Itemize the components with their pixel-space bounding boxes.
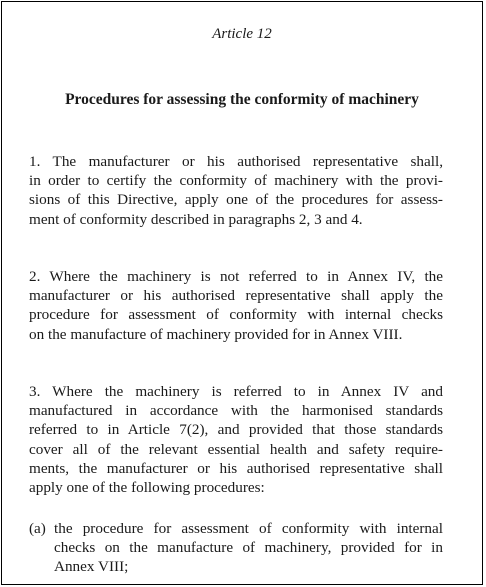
paragraph-line: manufactured in accordance with the harmonised standards — [29, 402, 443, 420]
paragraph-line: in order to certify the conformity of machinery with the provi- — [29, 172, 443, 190]
paragraph-3 — [29, 382, 443, 497]
paragraph-line: 3. Where the machinery is referred to in Annex IV and — [29, 383, 443, 400]
paragraph-line: procedure for assessment of conformity with internal checks — [29, 306, 443, 324]
paragraph-line: referred to in Article 7(2), and provided that those standards — [29, 421, 443, 439]
paragraph-line: cover all of the relevant essential health and safety require- — [29, 440, 443, 458]
article-number: Article 12 — [212, 26, 272, 42]
document-page — [1, 1, 483, 585]
paragraph-line: ment of conformity described in paragraphs 2, 3 and 4. — [29, 210, 363, 228]
paragraph-line: on the manufacture of machinery provided for in Annex VIII. — [29, 325, 403, 343]
paragraph-2 — [29, 267, 443, 344]
list-item-line: checks on the manufacture of machinery, provided for in — [54, 539, 443, 557]
paragraph-line: 1. The manufacturer or his authorised representative shall, — [29, 153, 443, 170]
list-item-body — [54, 519, 443, 577]
paragraph-1 — [29, 152, 443, 229]
paragraph-line: manufacturer or his authorised representative shall apply the — [29, 287, 443, 305]
article-title: Procedures for assessing the conformity of machinery — [65, 91, 419, 108]
paragraph-line: sions of this Directive, apply one of the procedures for assess- — [29, 191, 443, 209]
paragraph-line: ments, the manufacturer or his authorised representative shall — [29, 459, 443, 477]
list-item-line: Annex VIII; — [54, 558, 129, 576]
list-item-line: the procedure for assessment of conformity with internal — [54, 520, 443, 537]
list-marker: (a) — [29, 520, 46, 537]
paragraph-line: 2. Where the machinery is not referred to in Annex IV, the — [29, 268, 443, 285]
paragraph-line: apply one of the following procedures: — [29, 479, 265, 497]
